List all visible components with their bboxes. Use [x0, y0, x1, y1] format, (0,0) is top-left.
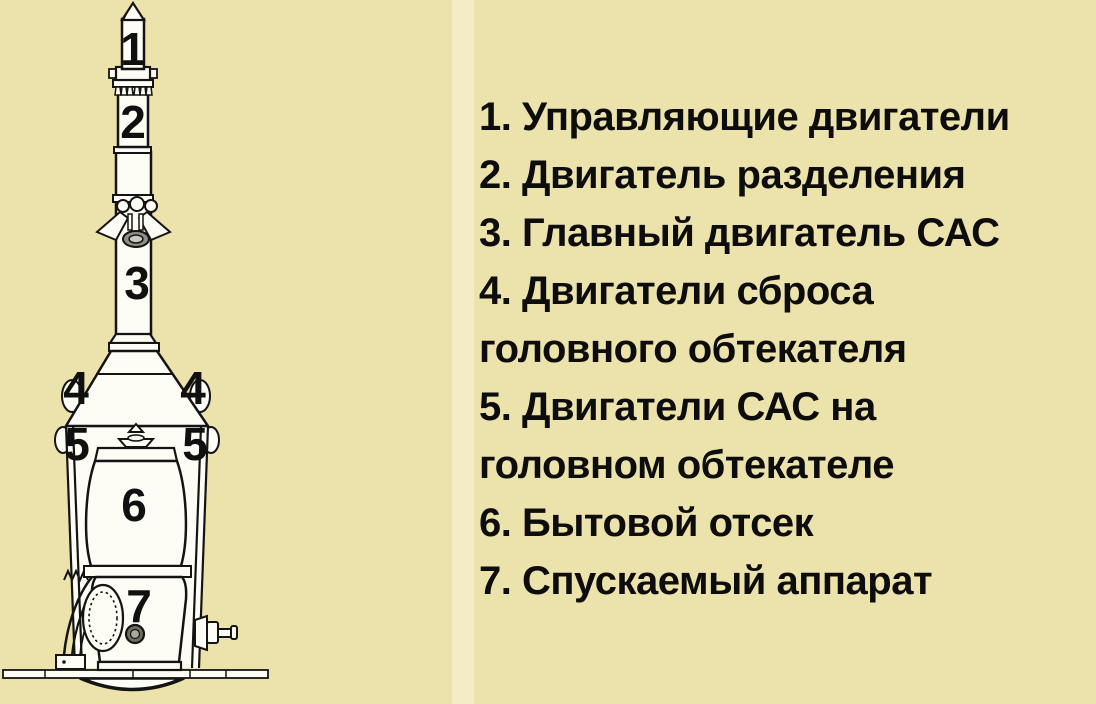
side-probe-fitting — [195, 616, 237, 650]
part-number-5-right: 5 — [182, 418, 208, 470]
legend-line-6: 6. Бытовой отсек — [479, 501, 814, 545]
legend-line-2: 2. Двигатель разделения — [479, 153, 966, 197]
part-number-6: 6 — [121, 479, 147, 531]
image-seam-strip — [452, 0, 474, 704]
legend-line-4: 4. Двигатели сброса — [479, 269, 874, 313]
part-number-4-left: 4 — [63, 362, 89, 414]
part-number-3: 3 — [124, 257, 150, 309]
legend-line-5b: головном обтекателе — [479, 443, 894, 487]
part-number-5-left: 5 — [64, 418, 90, 470]
legend-line-5: 5. Двигатели САС на — [479, 385, 876, 429]
descent-module-heat-shield — [80, 678, 184, 690]
part-number-4-right: 4 — [180, 362, 206, 414]
part-number-1: 1 — [120, 23, 146, 75]
part-number-2: 2 — [120, 96, 146, 148]
legend — [479, 88, 1079, 610]
base-adapter-plate — [3, 670, 268, 678]
part-number-7: 7 — [126, 580, 152, 632]
rocket-escape-system-diagram — [0, 0, 455, 704]
legend-line-4b: головного обтекателя — [479, 327, 907, 371]
legend-line-3: 3. Главный двигатель САС — [479, 211, 1000, 255]
legend-line-1: 1. Управляющие двигатели — [479, 95, 1010, 139]
legend-line-7: 7. Спускаемый аппарат — [479, 559, 933, 603]
